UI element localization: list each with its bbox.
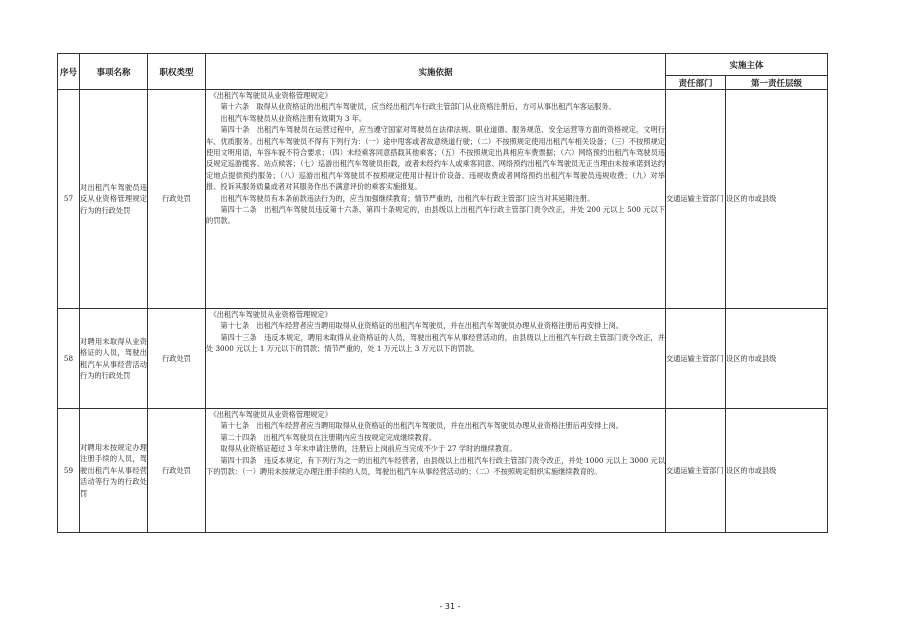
basis-paragraph: 第四十二条 出租汽车驾驶员违反第十六条、第四十条规定的，由县级以上出租汽车行政主管部门责令改正，并处 200 元以上 500 元以下的罚款。	[206, 205, 665, 226]
item-name: 对聘用未取得从业资格证的人员，驾驶出租汽车从事经营活动行为的行政处罚	[80, 309, 148, 409]
basis-paragraph: 第十七条 出租汽车经营者应当聘用取得从业资格证的出租汽车驾驶员，并在出租汽车驾驶员办理从业资格注册后再安排上岗。	[220, 421, 623, 431]
responsible-dept: 交通运输主管部门	[666, 309, 726, 409]
authority-type: 行政处罚	[148, 309, 206, 409]
row-number: 59	[58, 409, 80, 533]
header-basis: 实施依据	[206, 54, 666, 90]
row-number: 58	[58, 309, 80, 409]
basis-text	[206, 409, 666, 533]
responsible-dept: 交通运输主管部门	[666, 409, 726, 533]
basis-paragraph: 第四十四条 违反本规定，有下列行为之一的出租汽车经营者，由县级以上出租汽车行政主管部门责令改正，并处 1000 元以上 3000 元以下的罚款：（一）聘用未按规定办理注册手续的人员，驾驶出租汽车从事经营活动的；（二）不按照规定组织实施继续教育的。	[206, 455, 665, 477]
authority-type: 行政处罚	[148, 90, 206, 309]
basis-paragraph: 第四十三条 违反本规定，聘用未取得从业资格证的人员，驾驶出租汽车从事经营活动的，由县级以上出租汽车行政主管部门责令改正，并处 3000 元以上 1 万元以下的罚款；情节严重的，处 1 万元以上 3 万元以下的罚款。	[206, 332, 665, 354]
basis-text	[206, 309, 666, 409]
responsibility-level: 设区的市或县级	[726, 309, 828, 409]
header-subject: 实施主体	[666, 54, 828, 76]
item-name: 对出租汽车驾驶员违反从业资格管理规定行为的行政处罚	[80, 90, 148, 309]
header-name: 事项名称	[80, 54, 148, 90]
basis-paragraph: 第十七条 出租汽车经营者应当聘用取得从业资格证的出租汽车驾驶员，并在出租汽车驾驶员办理从业资格注册后再安排上岗。	[220, 321, 623, 331]
responsibility-level: 设区的市或县级	[726, 409, 828, 533]
basis-paragraph: 取得从业资格证超过 3 年未申请注册的，注册后上岗前应当完成不少于 27 学时的继续教育。	[220, 444, 517, 454]
header-type: 职权类型	[148, 54, 206, 90]
header-no: 序号	[58, 54, 80, 90]
page-number: - 31 -	[439, 602, 461, 611]
basis-paragraph: 第二十四条 出租汽车驾驶员在注册期内应当按规定完成继续教育。	[220, 432, 437, 442]
basis-paragraph: 第十六条 取得从业资格证的出租汽车驾驶员，应当经出租汽车行政主管部门从业资格注册后，方可从事出租汽车客运服务。	[220, 102, 616, 112]
basis-paragraph: 第四十条 出租汽车驾驶员在运营过程中，应当遵守国家对驾驶员在法律法规、职业道德、服务规范、安全运营等方面的资格规定，文明行车、优质服务。出租汽车驾驶员不得有下列行为：（一）途中甩客或者故意绕道行驶；（二）不按照规定使用出租汽车相关设备；（三）不按照规定使用文明用语，车容车貌不符合要求；（四）未经乘客同意搭载其他乘客；（五）不按照规定出具相应车费票据；（六）网络预约出租汽车驾驶员违反规定巡游揽客、站点候客；（七）巡游出租汽车驾驶员拒载，或者未经约车人或乘客同意、网络预约出租汽车驾驶员无正当理由未按承诺到达约定地点提供预约服务；（八）巡游出租汽车驾驶员不按照规定使用计程计价设备、违规收费或者网络预约出租汽车驾驶员违规收费；（九）对举报、投诉其服务质量或者对其服务作出不满意评价的乘客实施报复。	[206, 125, 665, 192]
table-row	[58, 409, 828, 533]
basis-paragraph: 出租汽车驾驶员有本条前款违法行为的，应当加强继续教育；情节严重的，出租汽车行政主管部门应当对其延期注册。	[220, 193, 595, 203]
basis-paragraph: 《出租汽车驾驶员从业资格管理规定》	[209, 410, 332, 419]
item-name: 对聘用未按规定办理注册手续的人员，驾驶出租汽车从事经营活动等行为的行政处罚	[80, 409, 148, 533]
basis-text	[206, 90, 666, 309]
row-number: 57	[58, 90, 80, 309]
responsible-dept: 交通运输主管部门	[666, 90, 726, 309]
header-dept: 责任部门	[666, 76, 726, 90]
authority-table	[57, 53, 828, 533]
authority-type: 行政处罚	[148, 409, 206, 533]
basis-paragraph: 出租汽车驾驶员从业资格注册有效期为 3 年。	[220, 113, 367, 123]
basis-paragraph: 《出租汽车驾驶员从业资格管理规定》	[209, 310, 332, 319]
basis-paragraph: 《出租汽车驾驶员从业资格管理规定》	[209, 91, 332, 100]
responsibility-level: 设区的市或县级	[726, 90, 828, 309]
header-level: 第一责任层级	[726, 76, 828, 90]
table-row	[58, 90, 828, 309]
table-row	[58, 309, 828, 409]
